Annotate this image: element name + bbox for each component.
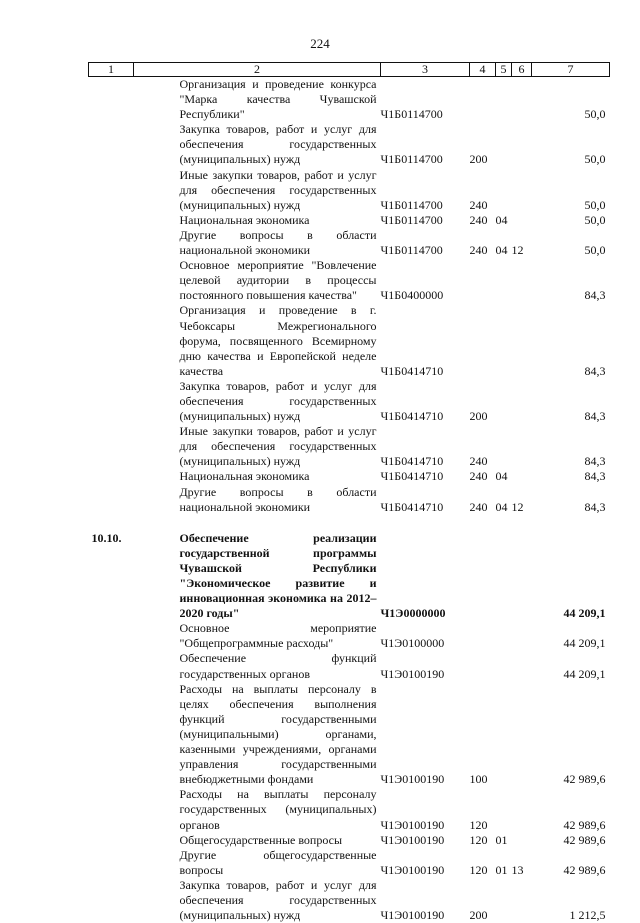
row-name: Основное мероприятие "Вовлечение целевой аудитории в процессы постоянного повышения качества" bbox=[134, 258, 381, 303]
table-row bbox=[89, 77, 610, 123]
row-expense-type: 240 bbox=[470, 228, 496, 258]
table-row bbox=[89, 878, 610, 923]
row-expense-type bbox=[470, 303, 496, 378]
row-amount: 50,0 bbox=[532, 168, 610, 213]
row-subsection bbox=[512, 833, 532, 848]
row-name: Иные закупки товаров, работ и услуг для обеспечения государственных (муниципальных) нужд bbox=[134, 168, 381, 213]
row-name: Расходы на выплаты персоналу государственных (муниципальных) органов bbox=[134, 787, 381, 832]
table-row bbox=[89, 531, 610, 622]
table-row bbox=[89, 469, 610, 484]
row-section bbox=[496, 787, 512, 832]
row-subsection bbox=[512, 682, 532, 788]
row-number bbox=[89, 424, 134, 469]
row-amount: 84,3 bbox=[532, 379, 610, 424]
header-cell-num: 1 bbox=[89, 63, 134, 77]
row-amount: 1 212,5 bbox=[532, 878, 610, 923]
row-name: Другие вопросы в области национальной экономики bbox=[134, 485, 381, 515]
row-number bbox=[89, 228, 134, 258]
row-expense-type: 200 bbox=[470, 878, 496, 923]
row-number bbox=[89, 651, 134, 681]
row-section bbox=[496, 168, 512, 213]
row-code: Ч1Э0100000 bbox=[381, 621, 470, 651]
row-number bbox=[89, 122, 134, 167]
row-amount: 44 209,1 bbox=[532, 531, 610, 622]
table-row bbox=[89, 122, 610, 167]
table-row bbox=[89, 621, 610, 651]
row-amount bbox=[532, 515, 610, 531]
row-amount: 44 209,1 bbox=[532, 651, 610, 681]
table-row bbox=[89, 787, 610, 832]
row-expense-type: 240 bbox=[470, 469, 496, 484]
row-amount: 42 989,6 bbox=[532, 848, 610, 878]
row-amount: 44 209,1 bbox=[532, 621, 610, 651]
table-row bbox=[89, 682, 610, 788]
row-code bbox=[381, 515, 470, 531]
header-row bbox=[89, 63, 610, 77]
row-section bbox=[496, 682, 512, 788]
row-amount: 42 989,6 bbox=[532, 787, 610, 832]
header-cell-vr: 4 bbox=[470, 63, 496, 77]
row-amount: 50,0 bbox=[532, 77, 610, 123]
row-name: Основное мероприятие "Общепрограммные расходы" bbox=[134, 621, 381, 651]
table-body bbox=[89, 77, 610, 923]
row-number bbox=[89, 787, 134, 832]
row-subsection bbox=[512, 168, 532, 213]
row-subsection bbox=[512, 379, 532, 424]
row-section bbox=[496, 258, 512, 303]
row-subsection bbox=[512, 621, 532, 651]
row-expense-type bbox=[470, 621, 496, 651]
row-amount: 50,0 bbox=[532, 228, 610, 258]
row-amount: 84,3 bbox=[532, 485, 610, 515]
table-row bbox=[89, 424, 610, 469]
row-name: Другие вопросы в области национальной экономики bbox=[134, 228, 381, 258]
row-code: Ч1Э0100190 bbox=[381, 833, 470, 848]
row-subsection bbox=[512, 651, 532, 681]
row-section bbox=[496, 424, 512, 469]
row-expense-type: 120 bbox=[470, 833, 496, 848]
row-code: Ч1Б0114700 bbox=[381, 228, 470, 258]
row-code: Ч1Э0100190 bbox=[381, 878, 470, 923]
row-section: 04 bbox=[496, 469, 512, 484]
page-number: 224 bbox=[0, 36, 640, 52]
row-code: Ч1Б0414710 bbox=[381, 424, 470, 469]
row-code: Ч1Б0400000 bbox=[381, 258, 470, 303]
row-number bbox=[89, 848, 134, 878]
row-name: Закупка товаров, работ и услуг для обеспечения государственных (муниципальных) нужд bbox=[134, 122, 381, 167]
row-amount: 84,3 bbox=[532, 258, 610, 303]
row-expense-type bbox=[470, 531, 496, 622]
table-row bbox=[89, 651, 610, 681]
header-cell-subsection: 6 bbox=[512, 63, 532, 77]
row-subsection: 13 bbox=[512, 848, 532, 878]
row-expense-type: 120 bbox=[470, 787, 496, 832]
row-name bbox=[134, 515, 381, 531]
row-number bbox=[89, 515, 134, 531]
row-code: Ч1Б0414710 bbox=[381, 379, 470, 424]
row-subsection bbox=[512, 469, 532, 484]
table-row bbox=[89, 303, 610, 378]
row-code: Ч1Б0114700 bbox=[381, 77, 470, 123]
table-row bbox=[89, 213, 610, 228]
table-row bbox=[89, 258, 610, 303]
row-section bbox=[496, 878, 512, 923]
row-section bbox=[496, 515, 512, 531]
row-expense-type: 240 bbox=[470, 485, 496, 515]
row-expense-type: 200 bbox=[470, 122, 496, 167]
row-section bbox=[496, 303, 512, 378]
row-subsection bbox=[512, 878, 532, 923]
row-name: Закупка товаров, работ и услуг для обеспечения государственных (муниципальных) нужд bbox=[134, 878, 381, 923]
row-number bbox=[89, 168, 134, 213]
header-cell-name: 2 bbox=[134, 63, 381, 77]
row-expense-type: 240 bbox=[470, 424, 496, 469]
row-code: Ч1Э0100190 bbox=[381, 651, 470, 681]
row-expense-type: 200 bbox=[470, 379, 496, 424]
table-row bbox=[89, 848, 610, 878]
row-amount: 84,3 bbox=[532, 303, 610, 378]
row-subsection bbox=[512, 213, 532, 228]
row-amount: 42 989,6 bbox=[532, 833, 610, 848]
row-code: Ч1Э0100190 bbox=[381, 787, 470, 832]
row-subsection bbox=[512, 122, 532, 167]
row-number bbox=[89, 258, 134, 303]
row-name: Общегосударственные вопросы bbox=[134, 833, 381, 848]
row-name: Иные закупки товаров, работ и услуг для обеспечения государственных (муниципальных) нужд bbox=[134, 424, 381, 469]
row-number bbox=[89, 213, 134, 228]
row-expense-type bbox=[470, 651, 496, 681]
row-name: Обеспечение реализации государственной программы Чувашской Республики "Экономическое развитие и инновационная экономика на 2012–2020 годы" bbox=[134, 531, 381, 622]
row-expense-type bbox=[470, 515, 496, 531]
row-code: Ч1Б0114700 bbox=[381, 168, 470, 213]
row-subsection bbox=[512, 77, 532, 123]
row-number bbox=[89, 379, 134, 424]
row-expense-type bbox=[470, 77, 496, 123]
row-expense-type: 240 bbox=[470, 213, 496, 228]
table-row bbox=[89, 833, 610, 848]
row-code: Ч1Б0114700 bbox=[381, 213, 470, 228]
row-expense-type: 120 bbox=[470, 848, 496, 878]
row-name: Национальная экономика bbox=[134, 469, 381, 484]
row-code: Ч1Б0414710 bbox=[381, 469, 470, 484]
row-number bbox=[89, 469, 134, 484]
table-row bbox=[89, 168, 610, 213]
row-amount: 50,0 bbox=[532, 213, 610, 228]
spacer-row bbox=[89, 515, 610, 531]
row-section: 04 bbox=[496, 228, 512, 258]
row-section: 04 bbox=[496, 213, 512, 228]
row-expense-type bbox=[470, 258, 496, 303]
row-amount: 42 989,6 bbox=[532, 682, 610, 788]
row-code: Ч1Б0414710 bbox=[381, 303, 470, 378]
row-name: Обеспечение функций государственных органов bbox=[134, 651, 381, 681]
table-row bbox=[89, 485, 610, 515]
row-number bbox=[89, 485, 134, 515]
row-number bbox=[89, 77, 134, 123]
row-section: 04 bbox=[496, 485, 512, 515]
row-section bbox=[496, 651, 512, 681]
row-subsection: 12 bbox=[512, 228, 532, 258]
header-cell-code: 3 bbox=[381, 63, 470, 77]
row-number: 10.10. bbox=[89, 531, 134, 622]
row-subsection bbox=[512, 531, 532, 622]
row-subsection bbox=[512, 515, 532, 531]
row-section: 01 bbox=[496, 848, 512, 878]
row-section bbox=[496, 77, 512, 123]
row-expense-type: 240 bbox=[470, 168, 496, 213]
row-number bbox=[89, 621, 134, 651]
header-cell-section: 5 bbox=[496, 63, 512, 77]
row-name: Организация и проведение в г. Чебоксары Межрегионального форума, посвященного Всемирному дню качества и Европейской неделе качества bbox=[134, 303, 381, 378]
row-section: 01 bbox=[496, 833, 512, 848]
row-section bbox=[496, 531, 512, 622]
row-subsection bbox=[512, 258, 532, 303]
row-section bbox=[496, 122, 512, 167]
row-section bbox=[496, 621, 512, 651]
row-amount: 50,0 bbox=[532, 122, 610, 167]
row-number bbox=[89, 303, 134, 378]
row-number bbox=[89, 878, 134, 923]
header-cell-amount: 7 bbox=[532, 63, 610, 77]
row-code: Ч1Б0114700 bbox=[381, 122, 470, 167]
row-name: Организация и проведение конкурса "Марка качества Чувашской Республики" bbox=[134, 77, 381, 123]
row-subsection: 12 bbox=[512, 485, 532, 515]
row-name: Национальная экономика bbox=[134, 213, 381, 228]
row-name: Расходы на выплаты персоналу в целях обеспечения выполнения функций государственными (муниципальными) органами, казенными учреждениями, органами управления государственными внебюджетными фондами bbox=[134, 682, 381, 788]
row-code: Ч1Э0000000 bbox=[381, 531, 470, 622]
row-code: Ч1Б0414710 bbox=[381, 485, 470, 515]
table-row bbox=[89, 228, 610, 258]
row-code: Ч1Э0100190 bbox=[381, 682, 470, 788]
row-amount: 84,3 bbox=[532, 424, 610, 469]
budget-table bbox=[88, 62, 610, 923]
row-number bbox=[89, 682, 134, 788]
row-code: Ч1Э0100190 bbox=[381, 848, 470, 878]
row-name: Другие общегосударственные вопросы bbox=[134, 848, 381, 878]
row-expense-type: 100 bbox=[470, 682, 496, 788]
row-subsection bbox=[512, 303, 532, 378]
row-name: Закупка товаров, работ и услуг для обеспечения государственных (муниципальных) нужд bbox=[134, 379, 381, 424]
row-subsection bbox=[512, 424, 532, 469]
row-section bbox=[496, 379, 512, 424]
row-number bbox=[89, 833, 134, 848]
row-subsection bbox=[512, 787, 532, 832]
row-amount: 84,3 bbox=[532, 469, 610, 484]
table-row bbox=[89, 379, 610, 424]
